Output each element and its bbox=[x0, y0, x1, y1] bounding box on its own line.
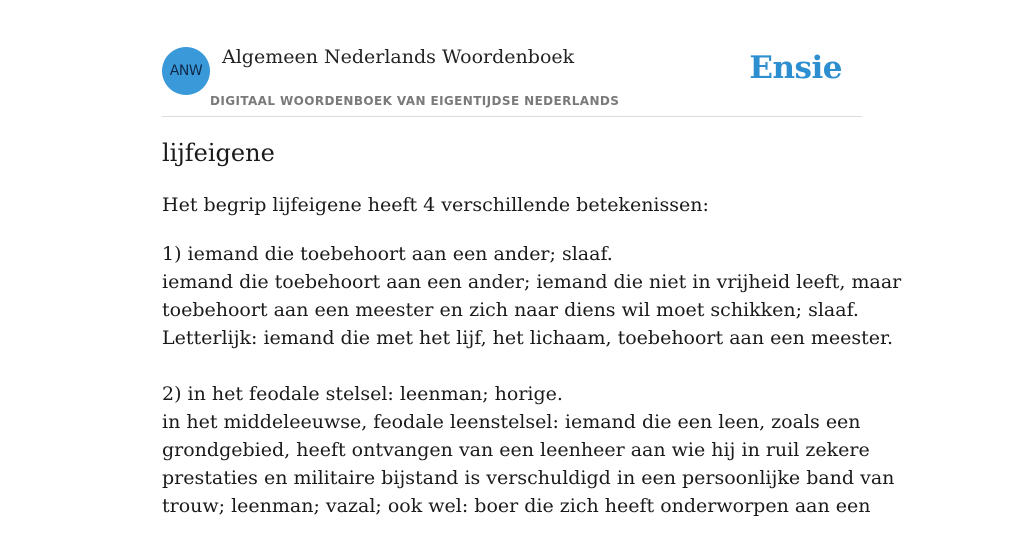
meaning-item bbox=[162, 380, 895, 520]
meaning-definition-line: toebehoort aan een meester en zich naar diens wil moet schikken; slaaf. bbox=[162, 299, 859, 321]
meaning-summary: 2) in het feodale stelsel: leenman; horige. bbox=[162, 383, 563, 405]
meaning-item bbox=[162, 240, 902, 352]
site-header bbox=[162, 0, 862, 117]
page bbox=[162, 0, 902, 517]
entry-intro: Het begrip lijfeigene heeft 4 verschillende betekenissen: bbox=[162, 194, 709, 216]
meanings-list bbox=[162, 240, 902, 548]
meaning-definition-line: trouw; leenman; vazal; ook wel: boer die zich heeft onderworpen aan een bbox=[162, 495, 871, 517]
meaning-definition-line: Letterlijk: iemand die met het lijf, het lichaam, toebehoort aan een meester. bbox=[162, 327, 894, 349]
meaning-definition-line: prestaties en militaire bijstand is verschuldigd in een persoonlijke band van bbox=[162, 467, 895, 489]
site-title[interactable]: Algemeen Nederlands Woordenboek bbox=[222, 46, 575, 68]
meaning-definition-line: in het middeleeuwse, feodale leenstelsel: iemand die een leen, zoals een bbox=[162, 411, 861, 433]
meaning-definition-line: iemand die toebehoort aan een ander; iemand die niet in vrijheid leeft, maar bbox=[162, 271, 902, 293]
meaning-summary: 1) iemand die toebehoort aan een ander; slaaf. bbox=[162, 243, 613, 265]
meaning-definition-line: grondgebied, heeft ontvangen van een leenheer aan wie hij in ruil zekere bbox=[162, 439, 870, 461]
site-subtitle: DIGITAAL WOORDENBOEK VAN EIGENTIJDSE NEDERLANDS bbox=[210, 94, 620, 108]
ensie-logo[interactable]: Ensie bbox=[749, 50, 842, 86]
anw-logo[interactable]: ANW bbox=[162, 47, 210, 95]
entry-headword: lijfeigene bbox=[162, 139, 275, 167]
